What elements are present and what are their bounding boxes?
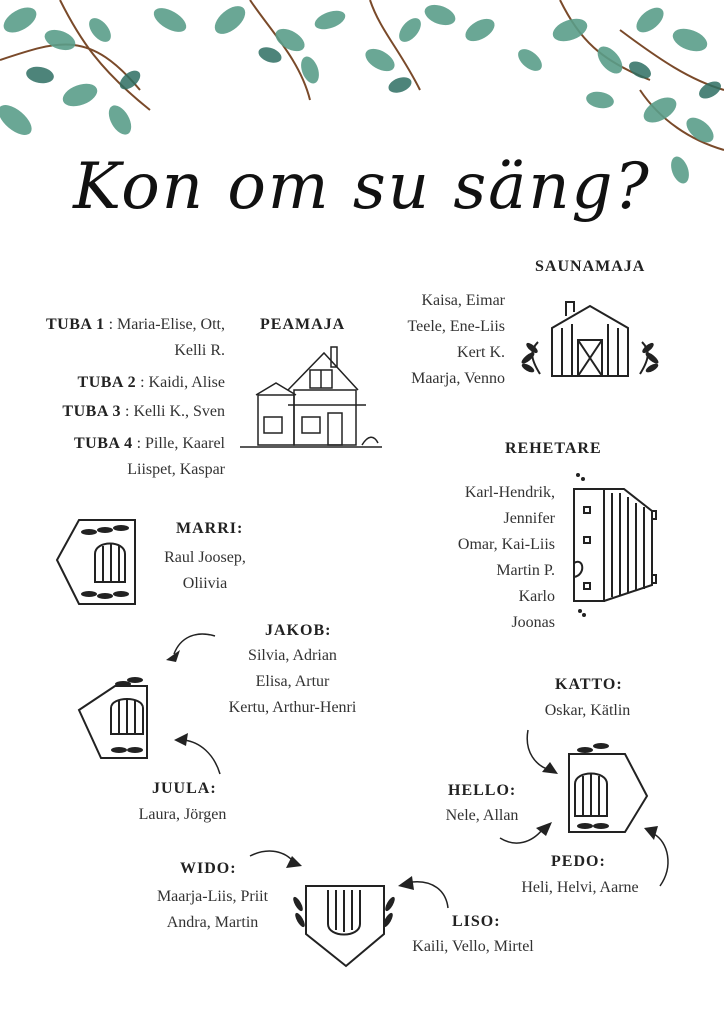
name-line: Karl-Hendrik, [464, 484, 555, 501]
juula-heading: JUULA: [152, 780, 217, 797]
room-names: : Kaidi, Alise [140, 374, 225, 391]
peamaja-heading: PEAMAJA [260, 316, 346, 333]
name-line: Laura, Jörgen [138, 806, 227, 823]
room-label: TUBA 1 [46, 316, 105, 333]
room-names: Liispet, Kaspar [127, 461, 225, 478]
name-line: Jennifer [503, 510, 555, 527]
pedo-names [505, 875, 655, 901]
room-names: : Maria-Elise, Ott, [108, 316, 225, 333]
name-line: Kertu, Arthur-Henri [228, 699, 357, 716]
name-line: Kaili, Vello, Mirtel [412, 938, 534, 955]
liso-heading: LISO: [452, 913, 501, 930]
marri-names [150, 545, 260, 597]
room-1 [20, 312, 225, 364]
wido-heading: WIDO: [180, 860, 237, 877]
marri-heading: MARRI: [176, 520, 244, 537]
name-line: Kaisa, Eimar [421, 292, 505, 309]
name-line: Nele, Allan [445, 807, 519, 824]
main-house-icon [236, 345, 386, 455]
katto-heading: KATTO: [555, 676, 623, 693]
arrow-icon [170, 728, 230, 778]
room-names: : Kelli K., Sven [125, 403, 225, 420]
name-line: Teele, Ene-Liis [407, 318, 505, 335]
room-names: : Pille, Kaarel [136, 435, 225, 452]
page-title: Kon om su säng? [73, 150, 651, 224]
room-4 [20, 431, 225, 483]
pedo-heading: PEDO: [551, 853, 606, 870]
juula-names [125, 802, 240, 828]
small-house-icon [290, 880, 400, 970]
name-line: Elisa, Artur [255, 673, 330, 690]
barn-side-icon [568, 465, 663, 625]
arrow-icon [394, 872, 454, 912]
name-line: Karlo [518, 588, 555, 605]
small-house-icon [55, 510, 140, 610]
name-line: Maarja, Venno [411, 370, 505, 387]
name-line: Oskar, Kätlin [544, 702, 631, 719]
room-2 [20, 370, 225, 396]
room-label: TUBA 4 [74, 435, 133, 452]
name-line: Kert K. [457, 344, 505, 361]
jakob-names [210, 643, 375, 721]
jakob-heading: JAKOB: [265, 622, 332, 639]
name-line: Joonas [511, 614, 555, 631]
small-house-icon [75, 670, 175, 770]
room-label: TUBA 3 [62, 403, 121, 420]
name-line: Heli, Helvi, Aarne [521, 879, 639, 896]
katto-names [530, 698, 645, 724]
name-line: Raul Joosep, [164, 549, 246, 566]
rehetare-heading: REHETARE [505, 440, 602, 457]
room-3 [20, 399, 225, 425]
barn-icon [510, 298, 670, 383]
name-line: Martin P. [496, 562, 555, 579]
hello-heading: HELLO: [448, 782, 517, 799]
name-line: Andra, Martin [166, 914, 259, 931]
name-line: Omar, Kai-Liis [457, 536, 555, 553]
room-label: TUBA 2 [77, 374, 137, 391]
rehetare-names [410, 480, 555, 636]
name-line: Oliivia [182, 575, 228, 592]
saunamaja-heading: SAUNAMAJA [535, 258, 646, 275]
name-line: Maarja-Liis, Priit [156, 888, 269, 905]
room-names: Kelli R. [174, 342, 225, 359]
arrow-icon [520, 726, 570, 776]
arrow-icon [160, 628, 220, 668]
name-line: Silvia, Adrian [248, 647, 337, 664]
arrow-icon [246, 846, 306, 876]
wido-names [140, 884, 285, 936]
arrow-icon [496, 818, 556, 858]
liso-names [398, 934, 548, 960]
